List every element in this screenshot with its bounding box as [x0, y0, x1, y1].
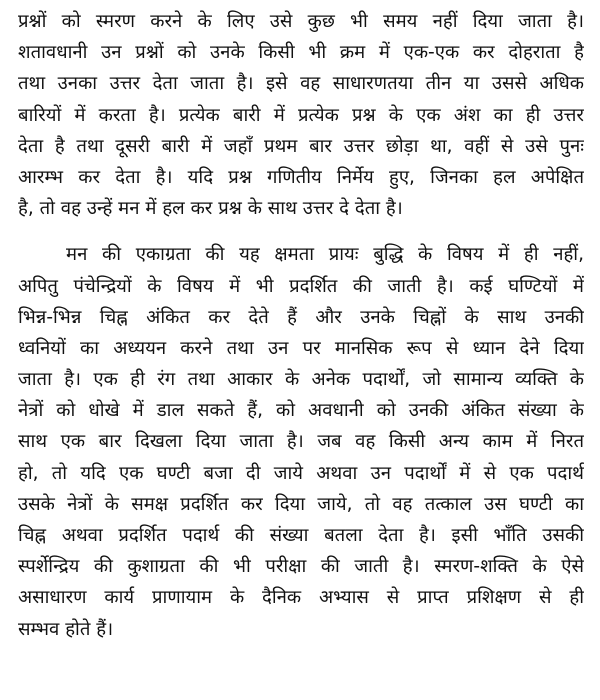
text-line: हो, तो यदि एक घण्टी बजा दी जाये अथवा उन पदार्थों में से एक पदार्थ	[18, 462, 584, 484]
paragraph-spacer	[18, 224, 584, 239]
paragraph-2	[18, 239, 584, 644]
paragraph-1	[18, 6, 584, 224]
text-line: शतावधानी उन प्रश्नों को उनके किसी भी क्रम में एक-एक कर दोहराता है	[18, 42, 584, 64]
text-line: स्पर्शेन्द्रिय की कुशाग्रता की भी परीक्षा की जाती है। स्मरण-शक्ति के ऐसे	[18, 556, 584, 578]
text-line: जाता है। एक ही रंग तथा आकार के अनेक पदार्थों, जो सामान्य व्यक्ति के	[18, 369, 584, 391]
text-line: सम्भव होते हैं।	[18, 618, 114, 640]
text-line: असाधारण कार्य प्राणायाम के दैनिक अभ्यास से प्राप्त प्रशिक्षण से ही	[18, 587, 584, 609]
text-line: ध्वनियों का अध्ययन करने तथा उन पर मानसिक रूप से ध्यान देने दिया	[18, 337, 584, 359]
text-line: है, तो वह उन्हें मन में हल कर प्रश्न के साथ उत्तर दे देता है।	[18, 198, 403, 220]
text-line: अपितु पंचेन्द्रियों के विषय में भी प्रदर्शित की जाती है। कई घण्टियों में	[18, 275, 584, 297]
text-line: भिन्न-भिन्न चिह्न अंकित कर देते हैं और उनके चिह्नों के साथ उनकी	[18, 306, 584, 328]
text-line: नेत्रों को धोखे में डाल सकते हैं, को अवधानी को उनकी अंकित संख्या के	[18, 400, 584, 422]
text-line: साथ एक बार दिखला दिया जाता है। जब वह किसी अन्य काम में निरत	[18, 431, 584, 453]
text-line: प्रश्नों को स्मरण करने के लिए उसे कुछ भी समय नहीं दिया जाता है।	[18, 11, 584, 32]
text-line: उसके नेत्रों के समक्ष प्रदर्शित कर दिया जाये, तो वह तत्काल उस घण्टी का	[18, 493, 584, 515]
text-line: बारियों में करता है। प्रत्येक बारी में प्रत्येक प्रश्न के एक अंश का ही उत्तर	[18, 104, 584, 126]
text-line: तथा उनका उत्तर देता जाता है। इसे वह साधारणतया तीन या उससे अधिक	[18, 73, 584, 95]
text-line: आरम्भ कर देता है। यदि प्रश्न गणितीय निर्मेय हुए, जिनका हल अपेक्षित	[18, 166, 584, 188]
text-line: देता है तथा दूसरी बारी में जहाँ प्रथम बार उत्तर छोड़ा था, वहीं से उसे पुनः	[18, 135, 584, 157]
text-line: चिह्न अथवा प्रदर्शित पदार्थ की संख्या बतला देता है। इसी भाँति उसकी	[18, 525, 584, 546]
text-line: मन की एकाग्रता की यह क्षमता प्रायः बुद्धि के विषय में ही नहीं,	[66, 244, 584, 266]
